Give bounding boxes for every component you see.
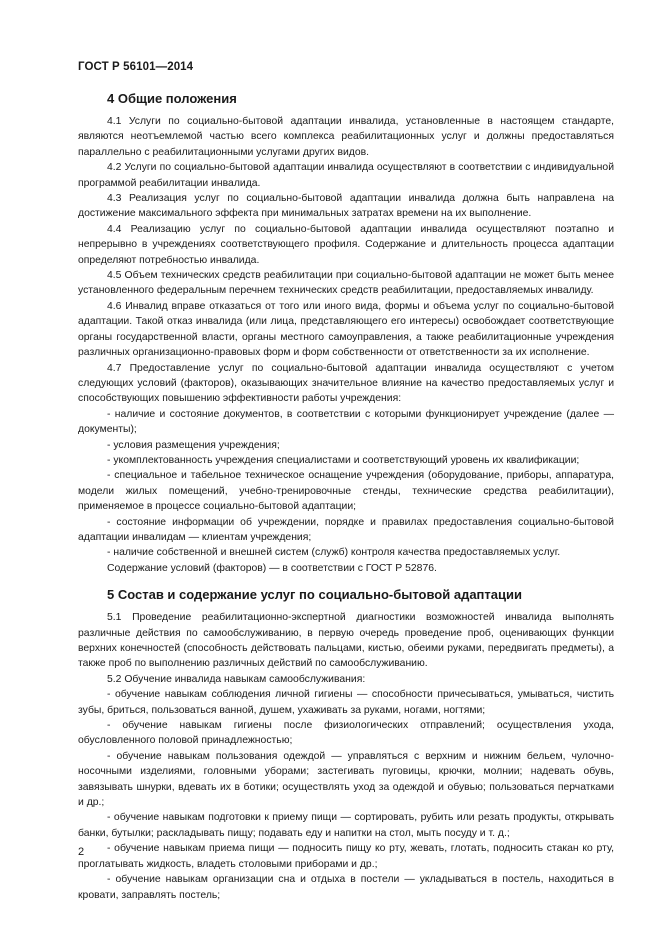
condition-item: - условия размещения учреждения;	[107, 439, 280, 451]
paragraph-4-4: 4.4 Реализацию услуг по социально-бытовой адаптации инвалида осуществляют поэтапно и непрерывно в учреждениях соответствующего профиля. Содержание и длительность процесса адаптации определяют потребностью инвалида.	[78, 223, 614, 266]
training-item: - обучение навыкам организации сна и отдыха в постели — укладываться в постель, находиться в кровати, заправлять постель;	[78, 874, 614, 901]
training-item: - обучение навыкам подготовки к приему пищи — сортировать, рубить или резать продукты, открывать банки, бутылки; раскладывать пищу; подавать еду и напитки на стол, мыть посуду и т. д.;	[78, 812, 614, 839]
paragraph-4-3: 4.3 Реализация услуг по социально-бытовой адаптации инвалида должна быть направлена на достижение максимального эффекта при минимальных затратах времени на их выполнение.	[78, 193, 614, 220]
page-number: 2	[78, 846, 85, 858]
paragraph-4-1: 4.1 Услуги по социально-бытовой адаптации инвалида, установленные в настоящем стандарте, являются неотъемлемой частью всего комплекса реабилитационных услуг и должны предоставляться параллельно с реабилитационными услугами других видов.	[78, 116, 614, 158]
condition-item: - укомплектованность учреждения специалистами и соответствующий уровень их квалификации;	[107, 454, 580, 466]
section-5-title: 5 Состав и содержание услуг по социально-бытовой адаптации	[107, 587, 522, 603]
paragraph-5-2: 5.2 Обучение инвалида навыкам самообслуживания:	[107, 673, 366, 685]
paragraph-4-6: 4.6 Инвалид вправе отказаться от того или иного вида, формы и объема услуг по социально-бытовой адаптации. Такой отказ инвалида (или лица, представляющего его интересы) освобождает соответствующие органы государственной власти, органы местного самоуправления, а также реабилитационные учреждения различных организационно-правовых форм и форм собственности от ответственности за их исполнение.	[78, 300, 614, 359]
paragraph-4-2: 4.2 Услуги по социально-бытовой адаптации инвалида осуществляют в соответствии с индивидуальной программой реабилитации инвалида.	[78, 162, 614, 189]
condition-item: - состояние информации об учреждении, порядке и правилах предоставления социально-бытовой адаптации инвалидам — клиентам учреждения;	[78, 516, 614, 543]
document-code-header: ГОСТ Р 56101—2014	[78, 61, 194, 73]
condition-item: - специальное и табельное техническое оснащение учреждения (оборудование, приборы, аппаратура, модели жилых помещений, учебно-тренировочные стенды, технические средства реабилитации), применяемое в процессе социально-бытовой адаптации;	[78, 470, 614, 513]
paragraph-4-5: 4.5 Объем технических средств реабилитации при социально-бытовой адаптации не может быть менее установленного федеральным перечнем технических средств реабилитации, предоставляемых инвалиду.	[78, 270, 614, 297]
conditions-closing-note: Содержание условий (факторов) — в соответствии с ГОСТ Р 52876.	[107, 562, 437, 574]
training-item: - обучение навыкам соблюдения личной гигиены — способности причесываться, умываться, чистить зубы, бриться, пользоваться ванной, душем, ухаживать за руками, ногами, ногтями;	[78, 689, 614, 716]
training-item: - обучение навыкам приема пищи — подносить пищу ко рту, жевать, глотать, подносить стакан ко рту, проглатывать жидкость, владеть столовыми приборами и др.;	[78, 843, 614, 870]
training-item: - обучение навыкам пользования одеждой — управляться с верхним и нижним бельем, чулочно-носочными изделиями, головными уборами; застегивать пуговицы, крючки, молнии; надевать обувь, завязывать шнурки, вдевать их в ботики; осуществлять уход за одеждой и обувью; пользоваться перчатками и др.;	[78, 750, 614, 809]
paragraph-4-7: 4.7 Предоставление услуг по социально-бытовой адаптации инвалида осуществляют с учетом следующих условий (факторов), оказывающих значительное влияние на качество предоставляемых услуг и способствующих повышению эффективности работы учреждения:	[78, 362, 614, 405]
section-4-title: 4 Общие положения	[107, 91, 237, 106]
condition-item: - наличие и состояние документов, в соответствии с которыми функционирует учреждение (далее — документы);	[78, 408, 614, 436]
training-item: - обучение навыкам гигиены после физиологических отправлений; осуществления ухода, обусловленного половой принадлежностью;	[78, 720, 614, 747]
condition-item: - наличие собственной и внешней систем (служб) контроля качества предоставляемых услуг.	[107, 547, 561, 559]
paragraph-5-1: 5.1 Проведение реабилитационно-экспертной диагностики возможностей инвалида выполнять различные действия по самообслуживанию, в первую очередь проведение проб, оценивающих функции верхних конечностей (способность действовать пальцами, кистью, обеими руками, передвигать предметы), а также проб по выполнению различных действий по самообслуживанию.	[78, 612, 614, 670]
document-body	[78, 90, 614, 903]
